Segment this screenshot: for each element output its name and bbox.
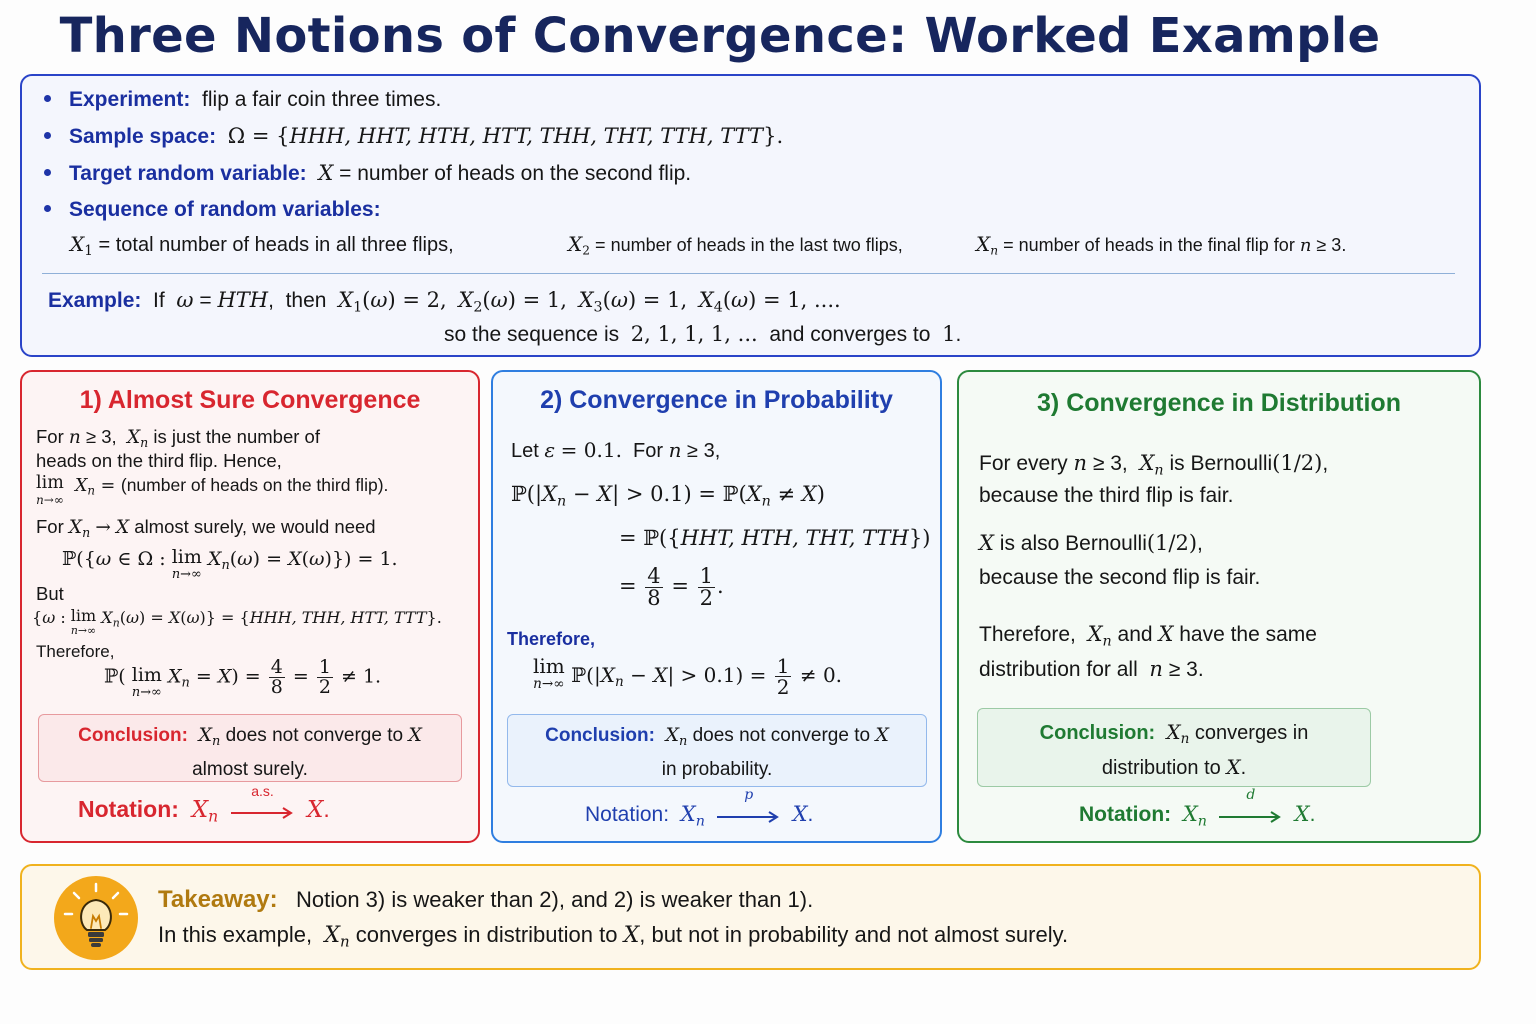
p1-line: ℙ({ω ∈ Ω : lim n→∞ $X_n(\omega) = X(\omega)\}) = 1$. xyxy=(62,546,398,582)
takeaway-label: Takeaway: xyxy=(158,886,278,913)
bullet-target: Target random variable: X = number of heads on the second flip. xyxy=(44,161,691,186)
seq-def-xn: $X_n$ = number of heads in the final flip for n ≥ 3. xyxy=(976,232,1347,258)
conclusion-box: Conclusion: $X_n$ does not converge to X almost surely. xyxy=(38,714,462,782)
p3-line: because the third flip is fair. xyxy=(979,484,1234,507)
p2-line: $ℙ(|X_n - X| > 0.1)$ = $ℙ(X_n \ne X)$ xyxy=(511,482,825,510)
seq-text: total number of heads in all three flips, xyxy=(115,234,454,256)
conclusion-label: Conclusion: xyxy=(78,725,188,746)
takeaway-line-2: In this example, $X_n$ converges in distribution to X, but not in probability and not almost surely. xyxy=(158,922,1069,951)
divider xyxy=(42,273,1455,274)
bullet-text: flip a fair coin three times. xyxy=(202,88,442,111)
bullet-experiment xyxy=(44,88,441,112)
panel-almost-sure xyxy=(20,370,480,843)
panel-title: 1) Almost Sure Convergence xyxy=(79,386,421,414)
var-x: X xyxy=(318,161,334,185)
p1-line: {ω : lim n→∞ $X_n(\omega) = X(\omega)\} = \{HHH$, THH, HTT, TTT}. xyxy=(32,606,442,637)
p1-line: Therefore, xyxy=(36,642,115,661)
notation: Notation: $X_n$ p X. xyxy=(585,787,814,830)
example-label: Example: xyxy=(48,289,142,312)
p3-line: because the second flip is fair. xyxy=(979,566,1261,589)
lightbulb-icon xyxy=(54,876,138,960)
p2-line: Let ε = 0.1. For n ≥ 3, xyxy=(511,438,721,462)
p3-line: X is also Bernoulli(1/2), xyxy=(979,531,1203,555)
conclusion-box: Conclusion: $X_n$ does not converge to X in probability. xyxy=(507,714,927,787)
bullet-sample-space xyxy=(44,124,783,149)
arrow-label: d xyxy=(1246,787,1256,804)
right-arrow-icon xyxy=(1219,787,1283,825)
p2-line: = $\frac{4}{8}$ = $\frac{1}{2}$ . xyxy=(619,564,724,610)
notation: Notation: $X_n$ d X. xyxy=(1079,787,1316,830)
takeaway-text: Notion 3) is weaker than 2), and 2) is weaker than 1). xyxy=(295,887,814,912)
right-arrow-icon xyxy=(231,782,295,821)
p3-line: Therefore, $X_n$ and X have the same xyxy=(979,622,1317,650)
bullet-dot xyxy=(44,132,51,139)
bullet-sequence xyxy=(44,198,381,222)
conclusion-label: Conclusion: xyxy=(1039,722,1156,744)
p3-line: distribution for all n ≥ 3. xyxy=(979,657,1204,681)
panel-title: 2) Convergence in Probability xyxy=(540,386,893,414)
example-line-2: so the sequence is 2, 1, 1, 1, ... and converges to 1. xyxy=(444,322,962,346)
notation-label: Notation: xyxy=(585,803,670,826)
panel-in-probability xyxy=(491,370,942,843)
page-title: Three Notions of Convergence: Worked Example xyxy=(59,8,1381,64)
bullet-dot xyxy=(44,169,51,176)
arrow-label: p xyxy=(744,787,754,804)
arrow-label: a.s. xyxy=(251,782,274,799)
takeaway-line-1 xyxy=(158,886,813,914)
p1-line: lim n→∞ $X_n$ = (number of heads on the third flip). xyxy=(36,473,389,507)
p2-line: lim n→∞ $ℙ(|X_n - X| > 0.1)$ = $\frac{1}{2}$ ≠ 0. xyxy=(533,654,843,699)
intro-box xyxy=(20,74,1481,357)
p2-line: Therefore, xyxy=(507,629,596,649)
conclusion-label: Conclusion: xyxy=(545,725,655,746)
bullet-dot xyxy=(44,205,51,212)
right-arrow-icon xyxy=(717,787,781,825)
seq-text: number of heads in the last two flips, xyxy=(610,235,903,255)
bullet-label: Experiment: xyxy=(69,88,191,111)
p2-line: = ℙ({HHT, HTH, THT, TTH}) xyxy=(619,526,931,550)
p3-line: For every n ≥ 3, $X_n$ is Bernoulli(1/2), xyxy=(979,451,1329,479)
p1-line: For n ≥ 3, $X_n$ is just the number of xyxy=(36,426,320,450)
bullet-dot xyxy=(44,95,51,102)
panel-title: 3) Convergence in Distribution xyxy=(1037,389,1401,417)
notation-label: Notation: xyxy=(78,796,179,822)
p1-line: ℙ( lim n→∞ $X_n = X$) = $\frac{4}{8}$ = $\frac{1}{2}$ ≠ 1. xyxy=(104,656,382,700)
seq-def-x1: $X_1$ = total number of heads in all three flips, xyxy=(70,232,454,260)
notation-label: Notation: xyxy=(1079,803,1172,826)
p1-line: heads on the third flip. Hence, xyxy=(36,450,282,471)
bullet-label: Sequence of random variables: xyxy=(69,198,381,221)
panel-in-distribution xyxy=(957,370,1481,843)
conclusion-box: Conclusion: $X_n$ converges in distribution to X. xyxy=(977,708,1371,787)
bullet-label: Sample space: xyxy=(69,125,217,148)
bullet-label: Target random variable: xyxy=(69,162,307,185)
p1-line: For $X_n \to X$ almost surely, we would need xyxy=(36,516,376,540)
p1-line: But xyxy=(36,583,64,604)
example-line-1: Example: If ω = HTH, then $X_1(\omega) = 2$, $X_2(\omega) = 1$, $X_3(\omega) = 1$, $X_4(\omega) = 1$, .... xyxy=(48,288,841,316)
takeaway-box xyxy=(20,864,1481,970)
notation: Notation: $X_n$ a.s. X. xyxy=(78,782,330,826)
sample-space-formula: Ω = {HHH, HHT, HTH, HTT, THH, THT, TTH, TTT}. xyxy=(227,124,784,148)
seq-def-x2: $X_2$ = number of heads in the last two flips, xyxy=(568,232,903,258)
